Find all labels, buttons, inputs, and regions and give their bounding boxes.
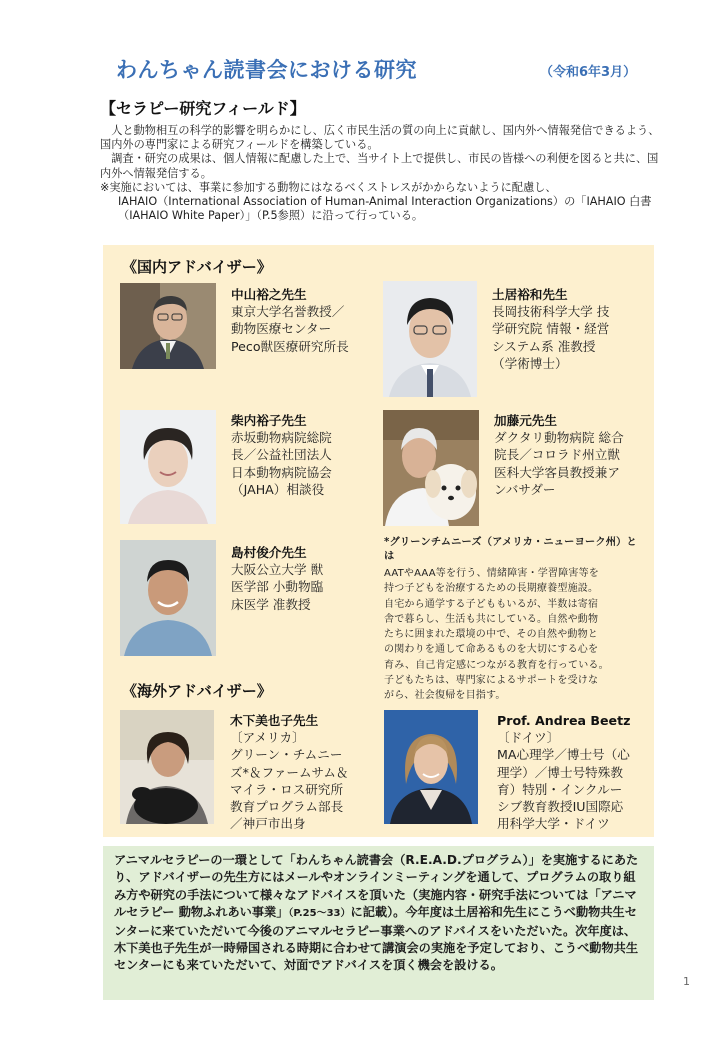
intro-paragraph-1: 人と動物相互の科学的影響を明らかにし、広く市民生活の質の向上に貢献し、国内外へ情報発信できるよう、国内外の専門家による研究フィールドを構築している。 — [100, 124, 660, 152]
portrait-image — [383, 410, 479, 526]
advisor-detail: グリーン・チムニー — [230, 747, 343, 763]
summary-part-2: に記載）。今年度は土居裕和先生にこうべ動物共生センターに来ていただいて今後のアニマルセラピー事業へのアドバイスをいただいた。次年度は、木下美也子先生が一時帰国される時期に合わせて講演会の実施を予定しており、こうべ動物共生センターにも来ていただいて、対面でアドバイスを頂く機会を設ける。 — [114, 905, 639, 973]
advisor-detail: 用科学大学・ドイツ — [497, 816, 610, 832]
advisor-detail: ズ*＆ファームサム＆ — [230, 764, 349, 780]
advisor-detail: 大阪公立大学 獣 — [231, 562, 324, 578]
green-chimneys-line: AATやAAA等を行う、情緒障害・学習障害等を — [384, 568, 599, 579]
advisor-detail: 医学部 小動物臨 — [231, 579, 324, 595]
advisor-detail: 東京大学名誉教授／ — [231, 304, 345, 320]
page-date: （令和6年3月） — [540, 65, 637, 80]
advisor-detail: 〔アメリカ〕 — [230, 730, 305, 746]
advisor-name: 土居裕和先生 — [492, 287, 568, 302]
green-chimneys-line: 自宅から通学する子どももいるが、半数は寄宿 — [384, 598, 599, 610]
advisor-card-kinoshita — [230, 712, 378, 832]
green-chimneys-line: 子どもたちは、専門家によるサポートを受けな — [384, 675, 599, 687]
advisor-detail: 理学）／博士号特殊教 — [497, 764, 623, 780]
advisor-photo-beetz — [384, 710, 478, 824]
intro-paragraph-2: 調査・研究の成果は、個人情報に配慮した上で、当サイト上で提供し、市民の皆様への利便を図ると共に、国内外へ情報発信する。 — [100, 152, 659, 180]
advisor-card-doi — [492, 286, 642, 372]
advisor-detail: MA心理学／博士号（心 — [497, 747, 630, 763]
advisor-detail: Peco獣医療研究所長 — [231, 338, 349, 354]
section-heading: 【セラピー研究フィールド】 — [100, 99, 306, 118]
advisor-detail: マイラ・ロス研究所 — [230, 781, 344, 797]
advisor-photo-nakayama — [120, 283, 216, 369]
portrait-image — [120, 710, 214, 824]
overseas-heading: 《海外アドバイザー》 — [122, 682, 272, 700]
portrait-image — [383, 281, 477, 397]
advisor-photo-shimamura — [120, 540, 216, 656]
green-chimneys-note — [384, 536, 646, 704]
advisor-detail: ダクタリ動物病院 総合 — [494, 430, 624, 446]
advisor-detail: 教育プログラム部長 — [230, 799, 344, 815]
advisor-card-beetz — [497, 712, 649, 832]
advisor-name: 加藤元先生 — [494, 413, 557, 428]
advisor-detail: 学研究院 情報・経営 — [492, 321, 610, 337]
green-chimneys-title: *グリーンチムニーズ（アメリカ・ニューヨーク州）とは — [384, 537, 637, 562]
advisor-detail: 日本動物病院協会 — [231, 464, 332, 480]
green-chimneys-line: たちに囲まれた環境の中で、その自然や動物と — [384, 629, 598, 641]
intro-text — [100, 124, 660, 223]
advisor-name: 島村俊介先生 — [231, 545, 307, 560]
advisor-detail: ンバサダー — [494, 481, 556, 497]
advisor-detail: ／神戸市出身 — [230, 816, 306, 832]
advisor-detail: 〔ドイツ〕 — [497, 730, 560, 746]
green-chimneys-line: 舎で暮らし、生活も共にしている。自然や動物 — [384, 613, 599, 625]
advisor-detail: 育）特別・インクルー — [497, 781, 623, 797]
summary-text — [114, 852, 646, 975]
advisor-detail: システム系 准教授 — [492, 338, 596, 354]
advisor-detail: シブ教育教授IU国際応 — [497, 799, 624, 815]
advisor-photo-doi — [383, 281, 477, 397]
portrait-image — [384, 710, 478, 824]
advisor-detail: 動物医療センター — [231, 321, 332, 337]
advisor-name: 木下美也子先生 — [230, 713, 319, 728]
advisor-name: Prof. Andrea Beetz — [497, 713, 631, 728]
green-chimneys-line: 持つ子どもを治療するための長期療養型施設。 — [384, 583, 599, 595]
summary-part-1: アニマルセラピーの一環として「わんちゃん読書会（R.E.A.D.プログラム）」を実施するにあたり、アドバイザーの先生方にはメールやオンラインミーティングを通して、プログラムの取り組み方や研究の手法について様々なアドバイスを頂いた（実施内容・研究手法については「アニマルセラピー 動物ふれあい事業」 — [114, 853, 639, 920]
advisor-card-shibanai — [231, 412, 371, 498]
page-number: 1 — [683, 975, 690, 988]
advisor-card-shimamura — [231, 544, 371, 613]
portrait-image — [120, 410, 216, 524]
portrait-image — [120, 283, 216, 369]
green-chimneys-line: 育み、自己肯定感につながる教育を行っている。 — [384, 659, 609, 671]
advisor-photo-shibanai — [120, 410, 216, 524]
advisor-detail: 長／公益社団法人 — [231, 447, 332, 463]
advisor-detail: 床医学 准教授 — [231, 596, 311, 612]
advisor-card-nakayama — [231, 286, 371, 355]
green-chimneys-line: の関わりを通して命あるものを大切にする心を — [384, 644, 599, 656]
green-chimneys-line: がら、社会復帰を目指す。 — [384, 690, 506, 702]
advisor-detail: 医科大学客員教授兼ア — [494, 464, 620, 480]
advisor-photo-kato — [383, 410, 479, 526]
advisor-card-kato — [494, 412, 650, 498]
advisor-detail: （JAHA）相談役 — [231, 481, 325, 497]
advisor-photo-kinoshita — [120, 710, 214, 824]
intro-note-head: ※実施においては、事業に参加する動物にはなるべくストレスがかからないように配慮し、 — [100, 180, 557, 194]
advisor-detail: 院長／コロラド州立獣 — [494, 447, 620, 463]
portrait-image — [120, 540, 216, 656]
domestic-heading: 《国内アドバイザー》 — [122, 258, 272, 276]
page-title: わんちゃん読書会における研究 — [116, 58, 417, 82]
advisor-detail: 赤坂動物病院総院 — [231, 430, 332, 446]
intro-note-body: IAHAIO（International Association of Human-Animal Interaction Organizations）の「IAHAIO 白書（IAHAIO White Paper）」（P.5参照）に沿って行っている。 — [118, 195, 652, 223]
advisor-detail: （学術博士） — [492, 355, 568, 371]
advisor-name: 柴内裕子先生 — [231, 413, 307, 428]
summary-page-reference: （P.25〜33） — [288, 908, 351, 920]
advisor-name: 中山裕之先生 — [231, 287, 307, 302]
advisor-detail: 長岡技術科学大学 技 — [492, 304, 610, 320]
